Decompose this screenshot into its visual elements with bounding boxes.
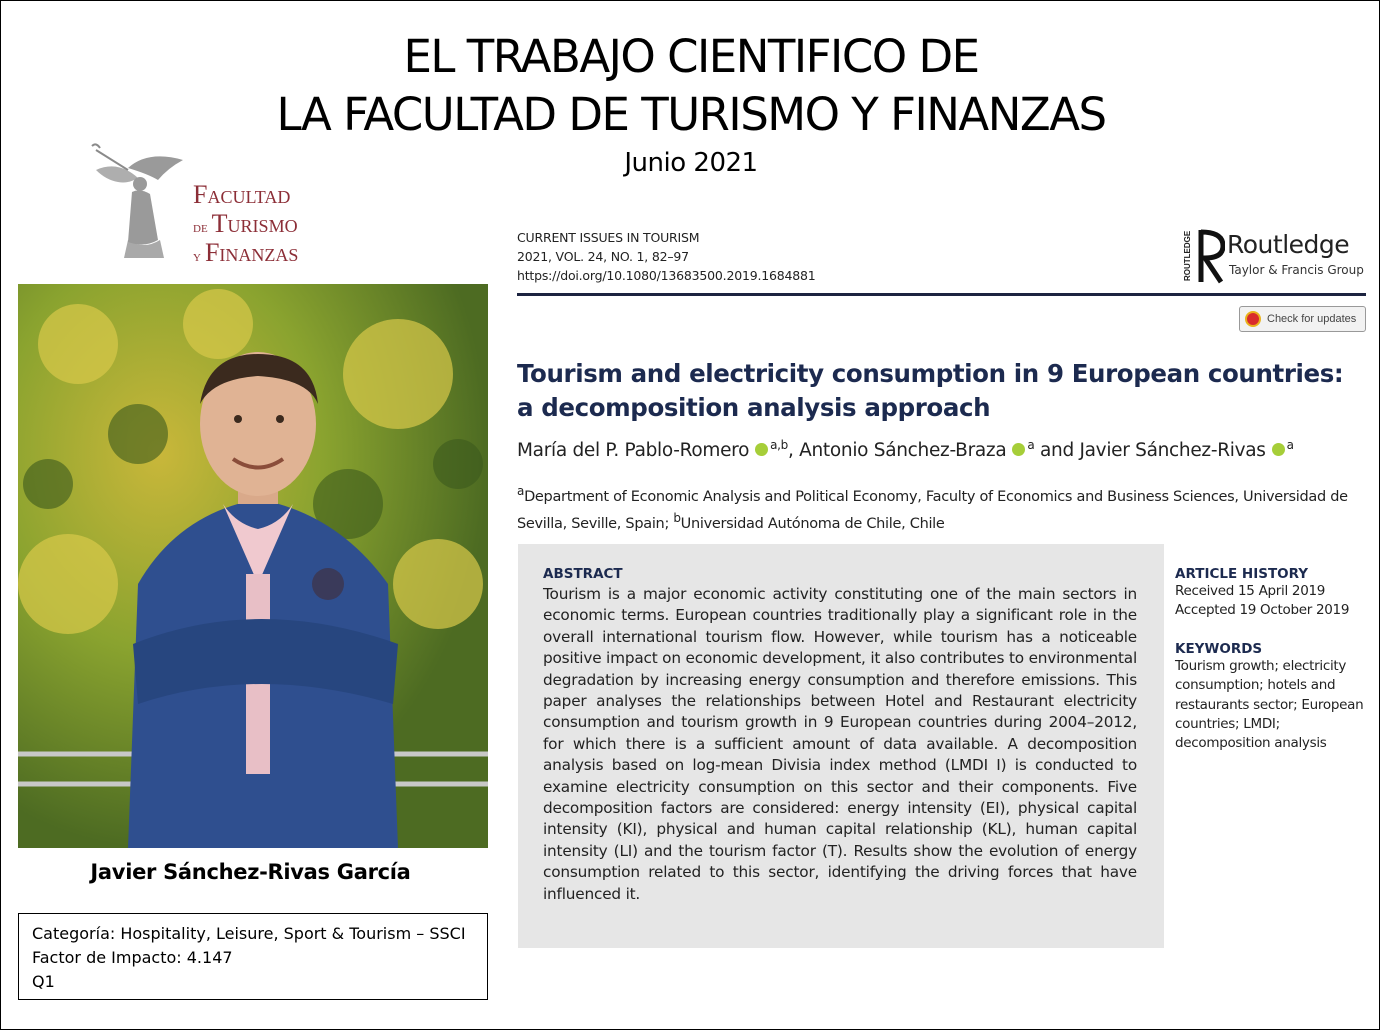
slide-date: Junio 2021 [624, 148, 758, 178]
author-2: , Antonio Sánchez-Braza [787, 440, 1007, 462]
impact-factor-text: Factor de Impacto: 4.147 [32, 948, 233, 967]
journal-metrics-box [18, 913, 488, 1000]
journal-info [517, 228, 816, 285]
author-1: María del P. Pablo-Romero [517, 440, 750, 462]
orcid-icon[interactable] [755, 443, 768, 456]
keywords-section [1175, 641, 1375, 753]
journal-volume: 2021, VOL. 24, NO. 1, 82–97 [517, 249, 689, 264]
article-history-heading: ARTICLE HISTORY [1175, 566, 1309, 582]
publisher-name: Routledge [1227, 230, 1350, 259]
publisher-subtitle: Taylor & Francis Group [1229, 263, 1364, 277]
doi-link[interactable]: https://doi.org/10.1080/13683500.2019.1684881 [517, 268, 816, 283]
author-name-caption: Javier Sánchez-Rivas García [90, 860, 411, 884]
faculty-logo-text: Facultad de Turismo y Finanzas [193, 180, 299, 267]
orcid-icon[interactable] [1012, 443, 1025, 456]
affiliations: $^a$Department of Economic Analysis and Political Economy, Faculty of Economics and Business Sciences, Universidad de Sevilla, Seville, Spain; $^b$Universidad Autónoma de Chile, Chile [517, 484, 1348, 532]
slide-title-line-2: LA FACULTAD DE TURISMO Y FINANZAS [276, 88, 1106, 141]
angel-trumpet-icon [88, 140, 198, 265]
check-updates-label: Check for updates [1267, 313, 1357, 325]
category-text: Categoría: Hospitality, Leisure, Sport & Tourism – SSCI [32, 924, 466, 943]
orcid-icon[interactable] [1272, 443, 1285, 456]
abstract-heading: ABSTRACT [543, 566, 623, 582]
header-rule [517, 293, 1366, 296]
routledge-vertical-text: ROUTLEDGE [1183, 230, 1192, 282]
keywords-heading: KEYWORDS [1175, 641, 1263, 657]
received-date: Received 15 April 2019 [1175, 583, 1326, 599]
abstract-box [518, 544, 1164, 948]
author-list: María del P. Pablo-Romero $^{a,b}$, Antonio Sánchez-Braza $^a$ and Javier Sánchez-Rivas $^a$ [517, 438, 1294, 462]
routledge-logo [1183, 228, 1373, 284]
author-3: and Javier Sánchez-Rivas [1034, 440, 1266, 462]
article-history [1175, 566, 1349, 621]
journal-name: CURRENT ISSUES IN TOURISM [517, 230, 700, 245]
quartile-text: Q1 [32, 972, 55, 991]
keywords-text: Tourism growth; electricity consumption; hotels and restaurants sector; European countries; LMDI; decomposition analysis [1175, 658, 1364, 752]
abstract-text: Tourism is a major economic activity constituting one of the main sectors in economic terms. European countries traditionally play a significant role in the overall international tourism flow. However, while tourism has a noticeable positive impact on economic development, it also contributes to environmental degradation by increasing energy consumption and therefore emissions. This paper analyses the relationships between Hotel and Restaurant electricity consumption and tourism growth in 9 European countries during 2004–2012, for which there is a sufficient amount of data available. A decomposition analysis based on log-mean Divisia index method (LMDI I) is conducted to examine electricity consumption on this sector and their components. Five decomposition factors are considered: energy intensity (EI), physical capital intensity (KI), physical and human capital relationship (KL), human capital intensity (LI) and the tourism factor (T). Results show the evolution of energy consumption related to this sector, identifying the driving forces that have influenced it. [543, 585, 1138, 903]
faculty-logo [88, 140, 348, 265]
article-title: Tourism and electricity consumption in 9 European countries: a decomposition analysis approach [517, 359, 1344, 422]
check-updates-icon [1245, 311, 1261, 327]
accepted-date: Accepted 19 October 2019 [1175, 602, 1350, 619]
check-for-updates-button[interactable] [1239, 306, 1366, 332]
author-photo [18, 284, 488, 848]
slide-title-line-1: EL TRABAJO CIENTIFICO DE [403, 30, 979, 83]
routledge-r-icon [1197, 228, 1225, 284]
